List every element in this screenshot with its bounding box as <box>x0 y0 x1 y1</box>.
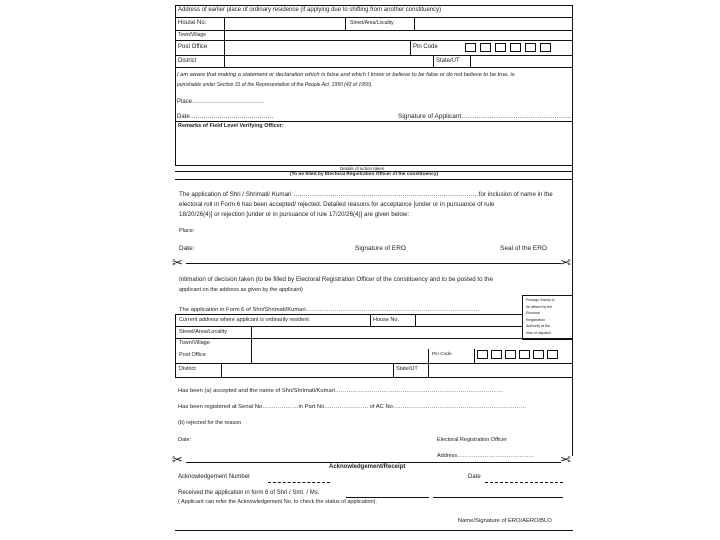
ack-number-input[interactable] <box>268 476 330 483</box>
stamp-text: Authority at the <box>526 324 551 328</box>
current-house-no-label: House No. <box>373 317 399 323</box>
stamp-text: be affixed by the <box>526 304 553 309</box>
current-state-input[interactable] <box>430 364 571 376</box>
declaration-date: Date…………………………………… <box>177 114 274 120</box>
postage-stamp-box <box>522 295 573 340</box>
house-no-label: House No. <box>178 20 207 26</box>
accepted-line: Has been (a) accepted and the name of Shri/Shrimati/Kumari…………………………………………………………………………… <box>178 388 504 394</box>
stamp-text: time of dispatch <box>526 330 552 335</box>
scissors-icon: ✂ <box>560 452 571 467</box>
street-label: Street/Area/Locality <box>350 20 394 26</box>
action-date: Date: <box>179 245 195 252</box>
action-subtitle: (To be filled by Electoral Registration Officer of the constituency) <box>290 172 439 177</box>
state-input[interactable] <box>472 56 571 67</box>
declaration-place: Place……………………………… <box>177 99 265 105</box>
remarks-label: Remarks of Field Level Verifying Officer: <box>178 123 284 129</box>
ero-signature: Signature of ERO <box>355 245 406 252</box>
stamp-text: Electoral <box>526 311 540 315</box>
pin-code-label: Pin Code <box>413 44 438 50</box>
current-address-label: Current address where applicant is ordinarily resident <box>179 317 309 323</box>
current-state-label: State/UT <box>396 366 418 372</box>
receipt-title: Acknowledgement/Receipt <box>329 464 406 470</box>
ero-title: Electoral Registration Officer <box>437 437 507 443</box>
scissors-icon: ✂ <box>172 255 183 270</box>
receipt-signature: Name/Signature of ERO/AERO/BLO <box>458 518 552 524</box>
declaration-line-1: I am aware that making a statement or declaration which is false and which I know or believe to be false or do not believe to be true, is <box>177 72 515 78</box>
state-label: State/UT <box>436 58 460 64</box>
intimation-application: The application in Form 6 of Shri/Shrimati/Kumari……………………………………………………………………………… <box>179 307 480 313</box>
current-town-post-input[interactable] <box>253 339 427 362</box>
current-house-no-input[interactable] <box>417 315 521 325</box>
current-street-label: Street/Area/Locality <box>179 329 227 335</box>
current-district-input[interactable] <box>223 364 392 376</box>
pin-code-boxes[interactable] <box>465 43 555 54</box>
remarks-area[interactable] <box>177 131 570 163</box>
current-pin-code-label: Pin Code <box>432 352 452 357</box>
received-name-input-2[interactable] <box>433 491 563 498</box>
house-no-input[interactable] <box>226 18 344 29</box>
current-town-label: Town/Village <box>179 340 210 346</box>
ero-seal: Seal of the ERO <box>500 245 547 252</box>
post-office-label: Post Office <box>178 44 208 50</box>
post-office-input[interactable] <box>226 41 409 54</box>
intimation-date: Date: <box>178 437 192 443</box>
ero-address: Address…………………………………… <box>437 453 535 459</box>
intimation-line-1: Intimation of decision taken (to be filled by Electoral Registration Officer of the constituency and to be posted to the <box>179 276 493 283</box>
current-district-label: District <box>179 366 196 372</box>
earlier-address-title: Address of earlier place of ordinary residence (if applying due to shifting from another constituency) <box>178 7 442 13</box>
declaration-line-2: punishable under Section 31 of the Representation of the People Act, 1950 (43 of 1950). <box>177 82 373 88</box>
received-name-input-1[interactable] <box>346 491 429 498</box>
scissors-icon: ✂ <box>172 452 183 467</box>
stamp-text: Registration <box>526 317 546 322</box>
rejected-line: (b) rejected for the reason <box>178 420 242 426</box>
received-line: Received the application in form 6 of Shri / Smt. / Ms. <box>178 490 320 496</box>
town-input[interactable] <box>226 31 571 39</box>
street-input[interactable] <box>416 18 571 29</box>
district-input[interactable] <box>226 56 432 67</box>
scissors-icon: ✂ <box>560 255 571 270</box>
applicant-signature[interactable]: Signature of Applicant…………………………………………… <box>398 113 572 120</box>
registered-line: Has been registered at Serial No……………….in Part No.…………………. of AC No…………………………………………………………… <box>178 404 527 410</box>
stamp-text: Postage Stamp to <box>526 298 555 302</box>
current-street-input[interactable] <box>253 327 521 337</box>
current-post-office-label: Post Office <box>179 352 206 358</box>
action-paragraph-2: electoral roll in Form 6 has been accepted/ rejected. Detailed reasons for acceptance [under or in pursuance of rule <box>179 201 495 208</box>
ack-number-label: Acknowledgement Number <box>178 474 251 480</box>
receipt-date-label: Date <box>468 474 481 480</box>
town-label: Town/Village <box>178 32 206 38</box>
receipt-date-input[interactable] <box>485 476 563 483</box>
receipt-note: ( Applicant can refer the Acknowledgement No. to check the status of application). <box>178 499 378 505</box>
action-paragraph-3: 18/20/26(4)] or rejection [under or in pursuance of rule 17/20/26(4)] are given below: <box>179 211 410 218</box>
action-title: Details of action taken <box>340 166 385 171</box>
action-place: Place: <box>179 228 195 234</box>
intimation-line-2: applicant on the address as given by the applicant) <box>179 287 303 293</box>
current-pin-code-boxes[interactable] <box>477 350 561 361</box>
action-paragraph-1: The application of Shri / Shrimati/ Kumari ………………………………………………………………………………for inclusion of name in the <box>179 191 553 198</box>
district-label: District <box>178 58 197 64</box>
